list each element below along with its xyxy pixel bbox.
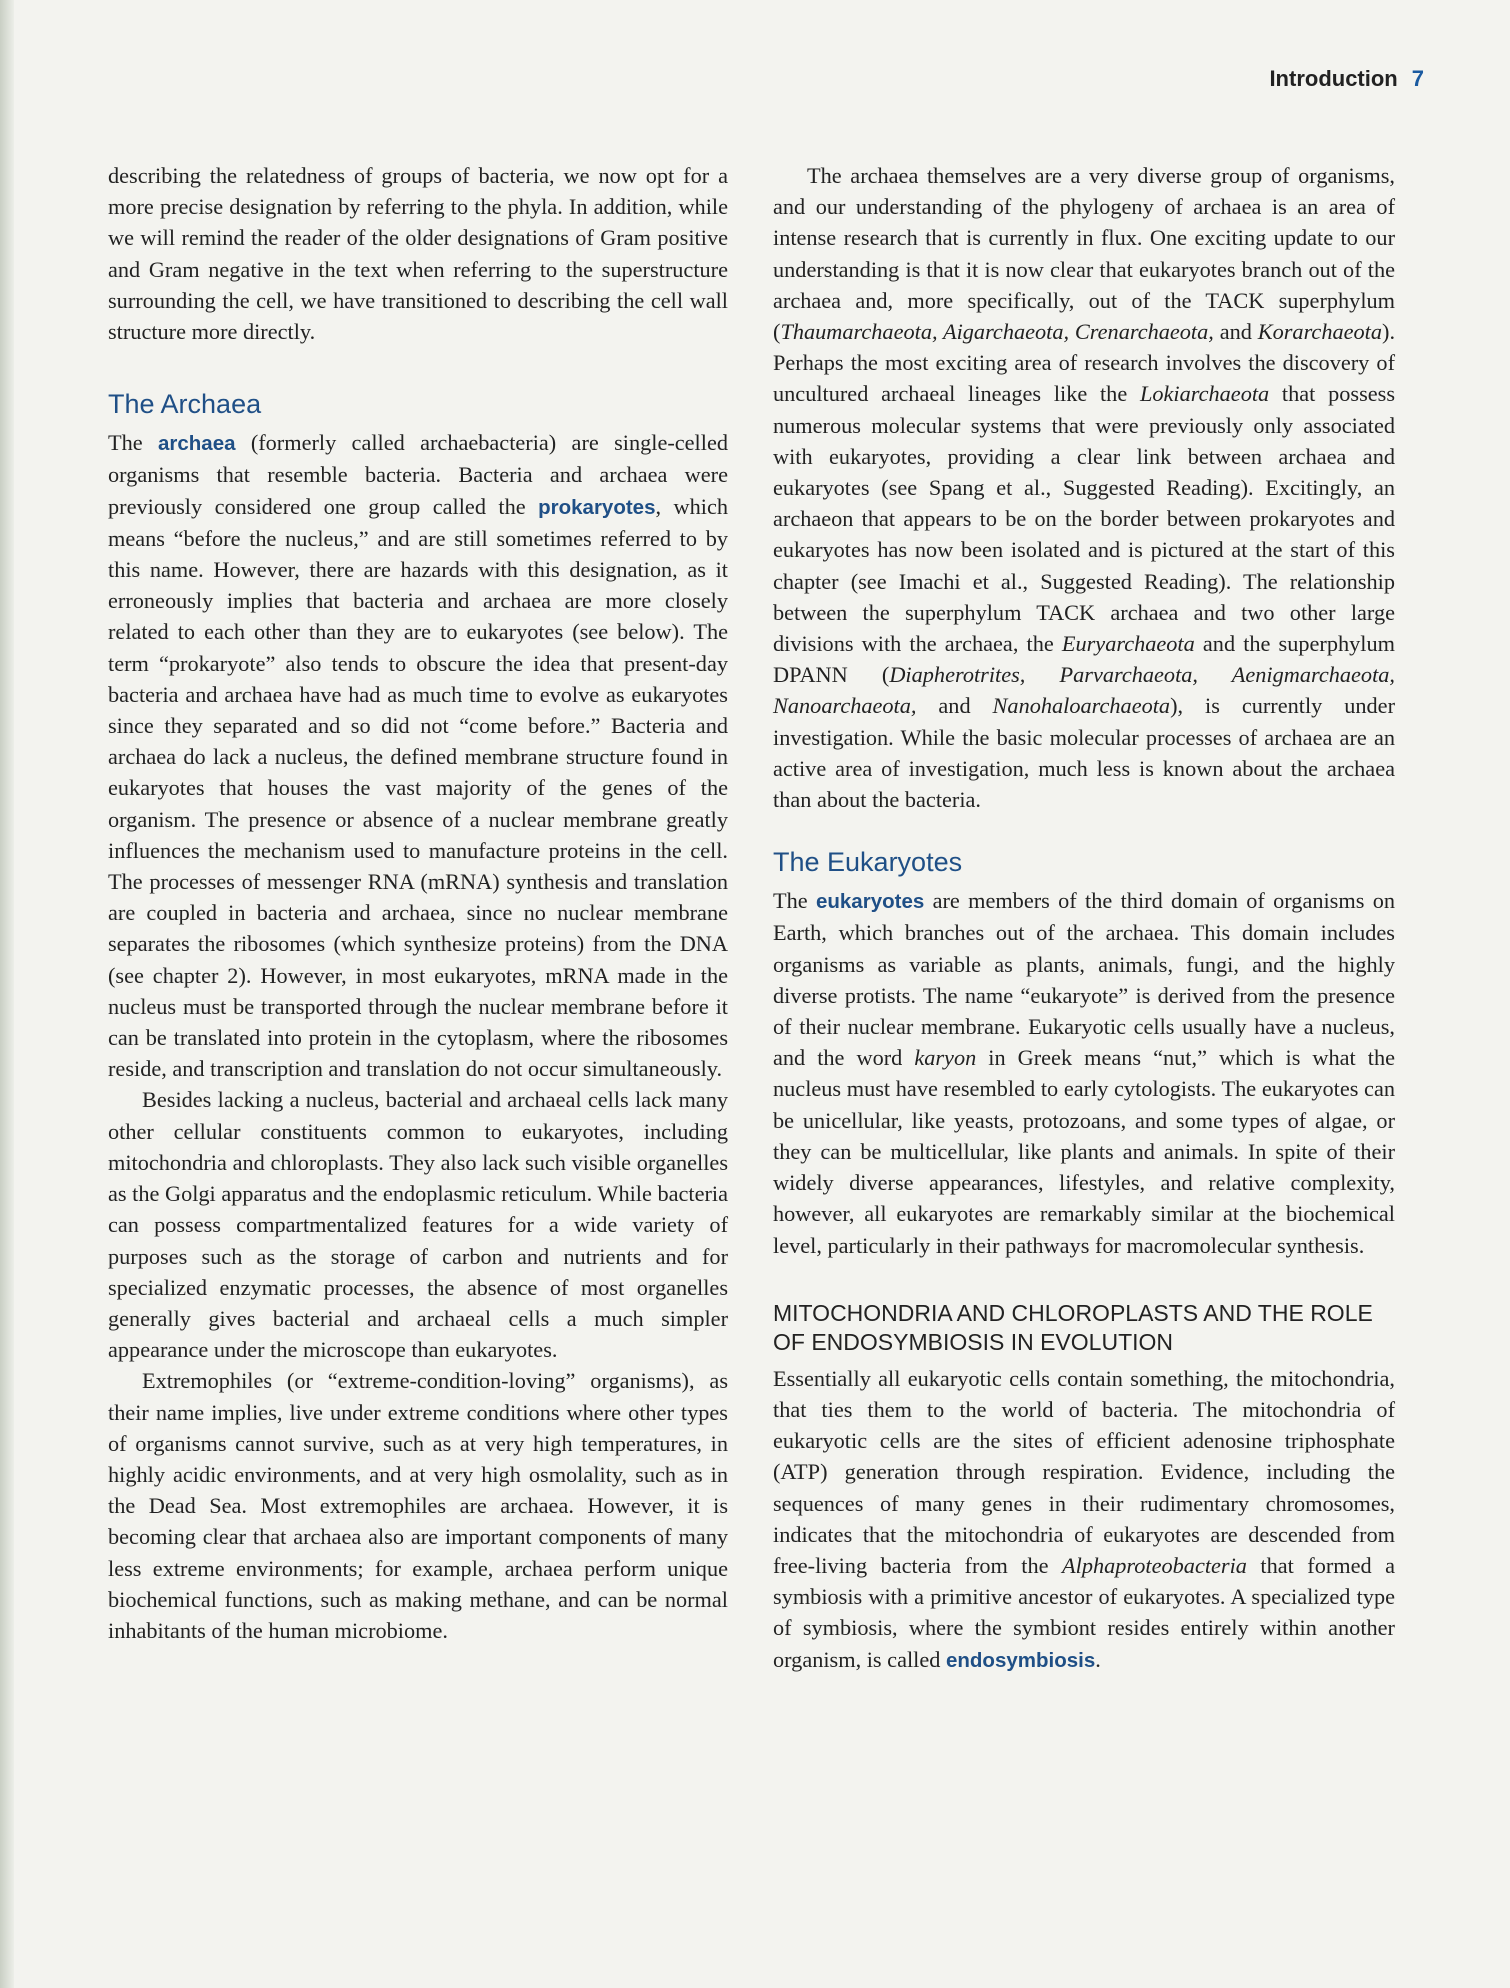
term-prokaryotes: prokaryotes: [538, 495, 656, 519]
archaea-paragraph-1: The archaea (formerly called archaebacteria) are single-celled organisms that resemble bacteria. Bacteria and archaea were previously considered one group called the prokaryotes, which means “before the nucleus,” and are still sometimes referred to by this name. However, there are hazards with this designation, as it erroneously implies that bacteria and archaea are more closely related to each other than they are to eukaryotes (see below). The term “prokaryote” also tends to obscure the idea that present-day bacteria and archaea have had as much time to evolve as eukaryotes since they separated and so did not “come before.” Bacteria and archaea do lack a nucleus, the defined membrane structure found in eukaryotes that houses the vast majority of the genes of the organism. The presence or absence of a nuclear membrane greatly influences the mechanism used to manufacture proteins in the cell. The processes of messenger RNA (mRNA) synthesis and translation are coupled in bacteria and archaea, since no nuclear membrane separates the ribosomes (which synthesize proteins) from the DNA (see chapter 2). However, in most eukaryotes, mRNA made in the nucleus must be transported through the nuclear membrane before it can be translated into protein in the cytoplasm, where the ribosomes reside, and transcription and translation do not occur simultaneously.: [108, 430, 729, 1082]
right-column: [773, 160, 1395, 1676]
mitochondria-heading: MITOCHONDRIA AND CHLOROPLASTS AND THE ROLE OF ENDOSYMBIOSIS IN EVOLUTION: [773, 1299, 1373, 1355]
running-head: [1269, 66, 1424, 92]
page-edge-shadow: [0, 0, 14, 1988]
eukaryotes-paragraph-1: The eukaryotes are members of the third domain of organisms on Earth, which branches out of the archaea. This domain includes organisms as variable as plants, animals, fungi, and the highly diverse protists. The name “eukaryote” is derived from the presence of their nuclear membrane. Eukaryotic cells usually have a nucleus, and the word karyon in Greek means “nut,” which is what the nucleus must have resembled to early cytologists. The eukaryotes can be unicellular, like yeasts, protozoans, and some types of algae, or they can be multicellular, like plants and animals. In spite of their widely diverse appearances, lifestyles, and relative complexity, however, all eukaryotes are remarkably similar at the biochemical level, particularly in their pathways for macromolecular synthesis.: [773, 888, 1395, 1258]
term-archaea: archaea: [157, 432, 236, 456]
mitochondria-paragraph-1: Essentially all eukaryotic cells contain something, the mitochondria, that ties them to the world of bacteria. The mitochondria of eukaryotic cells are the sites of efficient adenosine triphosphate (ATP) generation through respiration. Evidence, including the sequences of many genes in their rudimentary chromosomes, indicates that the mitochondria of eukaryotes are descended from free-living bacteria from the Alphaproteobacteria that formed a symbiosis with a primitive ancestor of eukaryotes. A specialized type of symbiosis, where the symbiont resides entirely within another organism, is called endosymbiosis.: [773, 1365, 1395, 1672]
archaea-paragraph-3: Extremophiles (or “extreme-condition-loving” organisms), as their name implies, live under extreme conditions where other types of organisms cannot survive, such as at very high temperatures, in highly acidic environments, and at very high osmolality, such as in the Dead Sea. Most extremophiles are archaea. However, it is becoming clear that archaea also are important components of many less extreme environments; for example, archaea perform unique biochemical functions, such as making methane, and can be normal inhabitants of the human microbiome.: [108, 1368, 728, 1643]
eukaryotes-heading: The Eukaryotes: [773, 847, 963, 878]
running-head-title: Introduction: [1269, 66, 1398, 91]
archaea-paragraph-4: The archaea themselves are a very diverse group of organisms, and our understanding of the phylogeny of archaea is an area of intense research that is currently in flux. One exciting update to our understanding is that it is now clear that eukaryotes branch out of the archaea and, more specifically, out of the TACK superphylum (Thaumarchaeota, Aigarchaeota, Crenarchaeota, and Korarchaeota). Perhaps the most exciting area of research involves the discovery of uncultured archaeal lineages like the Lokiarchaeota that possess numerous molecular systems that were previously only associated with eukaryotes, providing a clear link between archaea and eukaryotes (see Spang et al., Suggested Reading). Excitingly, an archaeon that appears to be on the border between prokaryotes and eukaryotes has now been isolated and is pictured at the start of this chapter (see Imachi et al., Suggested Reading). The relationship between the superphylum TACK archaea and two other large divisions with the archaea, the Euryarchaeota and the superphylum DPANN (Diapherotrites, Parvarchaeota, Aenigmarchaeota, Nanoarchaeota, and Nanohaloarchaeota), is currently under investigation. While the basic molecular processes of archaea are an active area of investigation, much less is known about the archaea than about the bacteria.: [773, 163, 1396, 813]
term-endosymbiosis: endosymbiosis: [945, 1648, 1096, 1672]
archaea-paragraph-2: Besides lacking a nucleus, bacterial and archaeal cells lack many other cellular constituents common to eukaryotes, including mitochondria and chloroplasts. They also lack such visible organelles as the Golgi apparatus and the endoplasmic reticulum. While bacteria can possess compartmentalized features for a wide variety of purposes such as the storage of carbon and nutrients and for specialized enzymatic processes, the absence of most organelles generally gives bacterial and archaeal cells a much simpler appearance under the microscope than eukaryotes.: [108, 1087, 728, 1363]
left-column: [108, 160, 728, 1646]
intro-paragraph: describing the relatedness of groups of bacteria, we now opt for a more precise designation by referring to the phyla. In addition, while we will remind the reader of the older designations of Gram positive and Gram negative in the text when referring to the superstructure surrounding the cell, we have transitioned to describing the cell wall structure more directly.: [108, 163, 728, 345]
term-eukaryotes: eukaryotes: [815, 890, 925, 914]
archaea-heading: The Archaea: [108, 389, 262, 420]
page-number: 7: [1411, 66, 1424, 91]
